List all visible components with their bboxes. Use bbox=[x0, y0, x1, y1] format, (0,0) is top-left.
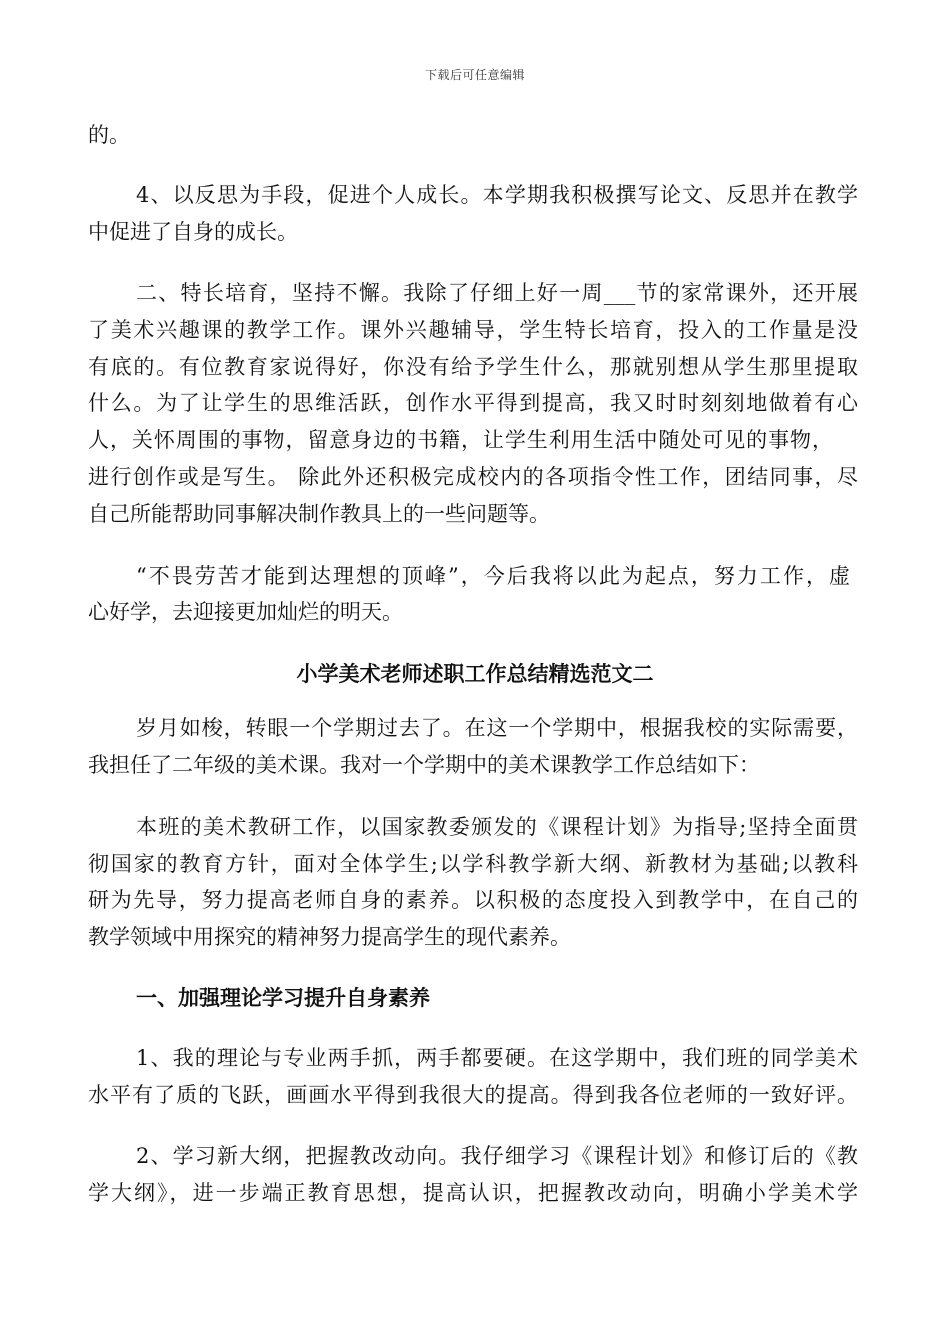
paragraph-line: 4、以反思为手段，促进个人成长。本学期我积极撰写论文、反思并在教学 bbox=[136, 183, 858, 207]
paragraph-line: 什么。为了让学生的思维活跃，创作水平得到提高，我又时时刻刻地做着有心 bbox=[88, 391, 858, 415]
paragraph-line: 水平有了质的飞跃，画画水平得到我很大的提高。得到我各位老师的一致好评。 bbox=[88, 1083, 858, 1107]
paragraph-line: 教学领域中用探究的精神努力提高学生的现代素养。 bbox=[88, 925, 571, 949]
paragraph-line: “不畏劳苦才能到达理想的顶峰”，今后我将以此为起点，努力工作，虚 bbox=[136, 564, 850, 588]
paragraph-line: 1、我的理论与专业两手抓，两手都要硬。在这学期中，我们班的同学美术 bbox=[136, 1046, 858, 1070]
paragraph-line: 我担任了二年级的美术课。我对一个学期中的美术课教学工作总结如下： bbox=[88, 753, 760, 777]
paragraph-line: 自己所能帮助同事解决制作教具上的一些问题等。 bbox=[88, 502, 550, 526]
paragraph-line: 了美术兴趣课的教学工作。课外兴趣辅导，学生特长培育，投入的工作量是没 bbox=[88, 318, 858, 342]
article-title: 小学美术老师述职工作总结精选范文二 bbox=[296, 661, 654, 686]
section-heading: 一、加强理论学习提升自身素养 bbox=[136, 985, 430, 1010]
paragraph-line: 2、学习新大纲，把握教改动向。我仔细学习《课程计划》和修订后的《教 bbox=[136, 1144, 858, 1168]
paragraph-line: 的。 bbox=[88, 123, 130, 147]
paragraph-line: 本班的美术教研工作，以国家教委颁发的《课程计划》为指导;坚持全面贯 bbox=[136, 815, 858, 839]
paragraph-line: 二、特长培育，坚持不懈。我除了仔细上好一周___节的家常课外，还开展 bbox=[136, 281, 858, 305]
paragraph-line: 进行创作或是写生。 除此外还积极完成校内的各项指令性工作，团结同事，尽 bbox=[88, 465, 858, 489]
paragraph-line: 有底的。有位教育家说得好，你没有给予学生什么，那就别想从学生那里提取 bbox=[88, 355, 858, 379]
page-header-note: 下载后可任意编辑 bbox=[424, 68, 525, 82]
paragraph-line: 人，关怀周围的事物，留意身边的书籍，让学生利用生活中随处可见的事物， bbox=[88, 428, 833, 452]
paragraph-line: 中促进了自身的成长。 bbox=[88, 220, 298, 244]
paragraph-line: 彻国家的教育方针，面对全体学生;以学科教学新大纲、新教材为基础;以教科 bbox=[88, 852, 858, 876]
paragraph-line: 心好学，去迎接更加灿烂的明天。 bbox=[88, 600, 403, 624]
paragraph-line: 岁月如梭，转眼一个学期过去了。在这一个学期中，根据我校的实际需要， bbox=[136, 716, 858, 740]
paragraph-line: 学大纲》，进一步端正教育思想，提高认识，把握教改动向，明确小学美术学 bbox=[88, 1181, 858, 1205]
paragraph-line: 研为先导，努力提高老师自身的素养。以积极的态度投入到教学中，在自己的 bbox=[88, 888, 858, 912]
